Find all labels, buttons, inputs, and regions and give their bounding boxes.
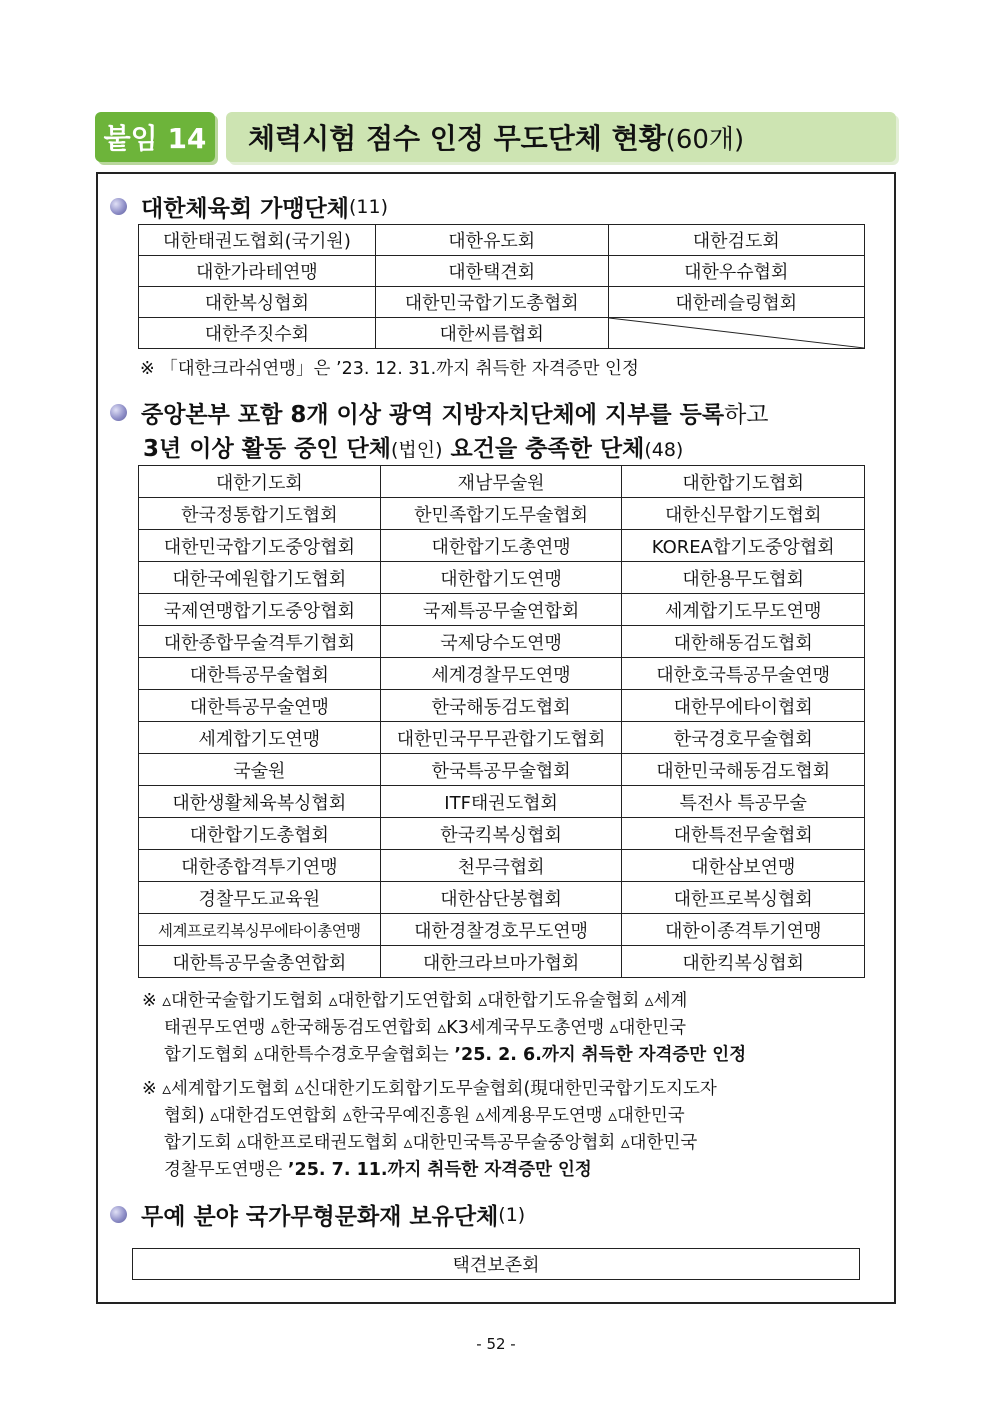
table-cell: 한국경호무술협회	[622, 722, 865, 754]
table-cell: 대한신무합기도협회	[622, 498, 865, 530]
table-cell: 대한민국합기도총협회	[375, 287, 608, 318]
table-row	[139, 850, 865, 882]
table-cell: 대한주짓수회	[139, 318, 376, 349]
table-cell: 대한태권도협회(국기원)	[139, 225, 376, 256]
table-row	[139, 626, 865, 658]
table-cell: 대한합기도연맹	[380, 562, 622, 594]
table-row	[139, 722, 865, 754]
section1-table	[138, 224, 865, 349]
table-row	[139, 914, 865, 946]
section2-table	[138, 465, 865, 978]
table-cell: 대한씨름협회	[375, 318, 608, 349]
table-cell: 국술원	[139, 754, 381, 786]
note2-line4-bold: ’25. 7. 11.까지 취득한 자격증만 인정	[287, 1160, 592, 1180]
table-cell: 한국특공무술협회	[380, 754, 622, 786]
table-row	[139, 256, 865, 287]
note2-line2: 협회) ▵대한검도연합회 ▵한국무예진흥원 ▵세계용무도연맹 ▵대한민국	[164, 1106, 685, 1126]
table-cell: 대한기도회	[139, 466, 381, 498]
note1-line3-bold: ’25. 2. 6.까지 취득한 자격증만 인정	[454, 1045, 747, 1065]
note1-line3-normal: 합기도협회 ▵대한특수경호무술협회는	[164, 1045, 455, 1065]
section3-item-box: 택견보존회	[132, 1248, 860, 1280]
table-cell: 특전사 특공무술	[622, 786, 865, 818]
table-cell: ITF태권도협회	[380, 786, 622, 818]
table-cell: 천무극협회	[380, 850, 622, 882]
table-cell: 경찰무도교육원	[139, 882, 381, 914]
table-cell: 대한민국해동검도협회	[622, 754, 865, 786]
table-cell: 대한크라브마가협회	[380, 946, 622, 978]
table-cell: 대한합기도총연맹	[380, 530, 622, 562]
table-cell: 대한검도회	[608, 225, 864, 256]
table-row	[139, 225, 865, 256]
table-cell: 대한우슈협회	[608, 256, 864, 287]
section2-heading-line2	[143, 430, 683, 463]
table-row	[139, 818, 865, 850]
section2-heading	[110, 396, 769, 429]
table-cell: 대한합기도총협회	[139, 818, 381, 850]
section3-count: (1)	[498, 1203, 526, 1226]
bullet-icon	[110, 198, 127, 215]
table-cell: 세계경찰무도연맹	[380, 658, 622, 690]
table-cell: 국제당수도연맹	[380, 626, 622, 658]
table-cell: 한민족합기도무술협회	[380, 498, 622, 530]
table-cell: 재남무술원	[380, 466, 622, 498]
note1-line2: 태권무도연맹 ▵한국해동검도연합회 ▵K3세계국무도총연맹 ▵대한민국	[164, 1018, 687, 1038]
table-cell: 대한특공무술연맹	[139, 690, 381, 722]
note2-line3: 합기도회 ▵대한프로태권도협회 ▵대한민국특공무술중앙협회 ▵대한민국	[164, 1133, 698, 1153]
section2-count: (48)	[644, 439, 684, 461]
section2-note1	[142, 988, 746, 1069]
table-cell: 대한유도회	[375, 225, 608, 256]
table-row	[139, 690, 865, 722]
section2-title-c: 요건을 충족한 단체	[442, 436, 645, 462]
table-cell: 대한레슬링협회	[608, 287, 864, 318]
table-cell: 세계프로킥복싱무에타이총연맹	[139, 914, 381, 946]
table-cell: 대한민국합기도중앙협회	[139, 530, 381, 562]
table-cell: 한국정통합기도협회	[139, 498, 381, 530]
table-row	[139, 287, 865, 318]
section2-title-a: 중앙본부 포함 8개 이상 광역 지방자치단체에 지부를 등록	[141, 402, 725, 428]
section1-heading	[110, 190, 388, 223]
table-cell: 국제특공무술연합회	[380, 594, 622, 626]
table-cell: 대한이종격투기연맹	[622, 914, 865, 946]
table-cell: 대한특공무술협회	[139, 658, 381, 690]
table-row	[139, 946, 865, 978]
empty-cell-slash	[608, 318, 864, 349]
section1-title: 대한체육회 가맹단체	[141, 196, 349, 222]
table-cell: 대한복싱협회	[139, 287, 376, 318]
table-row	[139, 498, 865, 530]
table-cell: 대한생활체육복싱협회	[139, 786, 381, 818]
table-cell: 한국해동검도협회	[380, 690, 622, 722]
table-cell: 대한무에타이협회	[622, 690, 865, 722]
table-row	[139, 754, 865, 786]
table-cell: 대한킥복싱협회	[622, 946, 865, 978]
table-cell: 대한삼보연맹	[622, 850, 865, 882]
table-cell: 세계합기도무도연맹	[622, 594, 865, 626]
table-cell: 대한용무도협회	[622, 562, 865, 594]
table-cell: 대한민국무무관합기도협회	[380, 722, 622, 754]
section2-title-normal: 하고	[724, 402, 769, 428]
table-row	[139, 530, 865, 562]
title-text: 체력시험 점수 인정 무도단체 현황	[248, 122, 666, 155]
section1-count: (11)	[348, 195, 388, 218]
note1-line1: ※ ▵대한국술합기도협회 ▵대한합기도연합회 ▵대한합기도유술협회 ▵세계	[142, 991, 688, 1011]
table-row	[139, 658, 865, 690]
table-row	[139, 594, 865, 626]
table-cell: 대한호국특공무술연맹	[622, 658, 865, 690]
bullet-icon	[110, 404, 127, 421]
appendix-tag: 붙임 14	[95, 112, 215, 162]
table-cell: 대한프로복싱협회	[622, 882, 865, 914]
table-cell: 대한특전무술협회	[622, 818, 865, 850]
section2-title-paren: (법인)	[391, 439, 443, 461]
note2-line4	[142, 1157, 717, 1184]
table-cell: 한국킥복싱협회	[380, 818, 622, 850]
table-cell: 대한종합격투기연맹	[139, 850, 381, 882]
section3-title: 무예 분야 국가무형문화재 보유단체	[141, 1204, 499, 1230]
table-cell: KOREA합기도중앙협회	[622, 530, 865, 562]
section2-title-b: 3년 이상 활동 중인 단체	[143, 436, 391, 462]
table-cell: 대한경찰경호무도연맹	[380, 914, 622, 946]
table-cell: 대한택견회	[375, 256, 608, 287]
bullet-icon	[110, 1206, 127, 1223]
table-cell: 대한종합무술격투기협회	[139, 626, 381, 658]
page-title	[226, 112, 896, 162]
table-row	[139, 318, 865, 349]
table-cell: 대한합기도협회	[622, 466, 865, 498]
section2-note2	[142, 1076, 717, 1184]
table-cell: 세계합기도연맹	[139, 722, 381, 754]
section3-heading	[110, 1198, 525, 1231]
table-cell: 대한국예원합기도협회	[139, 562, 381, 594]
table-row	[139, 786, 865, 818]
table-row	[139, 562, 865, 594]
table-cell: 대한특공무술총연합회	[139, 946, 381, 978]
table-row	[139, 466, 865, 498]
note2-line4-normal: 경찰무도연맹은	[164, 1160, 288, 1180]
section1-note: ※ 「대한크라쉬연맹」은 ’23. 12. 31.까지 취득한 자격증만 인정	[140, 359, 639, 379]
table-cell: 대한삼단봉협회	[380, 882, 622, 914]
table-row	[139, 882, 865, 914]
note1-line3	[142, 1042, 746, 1069]
table-cell: 대한해동검도협회	[622, 626, 865, 658]
note2-line1: ※ ▵세계합기도협회 ▵신대한기도회합기도무술협회(現대한민국합기도지도자	[142, 1079, 717, 1099]
table-cell: 국제연맹합기도중앙협회	[139, 594, 381, 626]
title-count: (60개)	[665, 124, 745, 155]
table-cell: 대한가라테연맹	[139, 256, 376, 287]
page-number: - 52 -	[476, 1335, 516, 1353]
